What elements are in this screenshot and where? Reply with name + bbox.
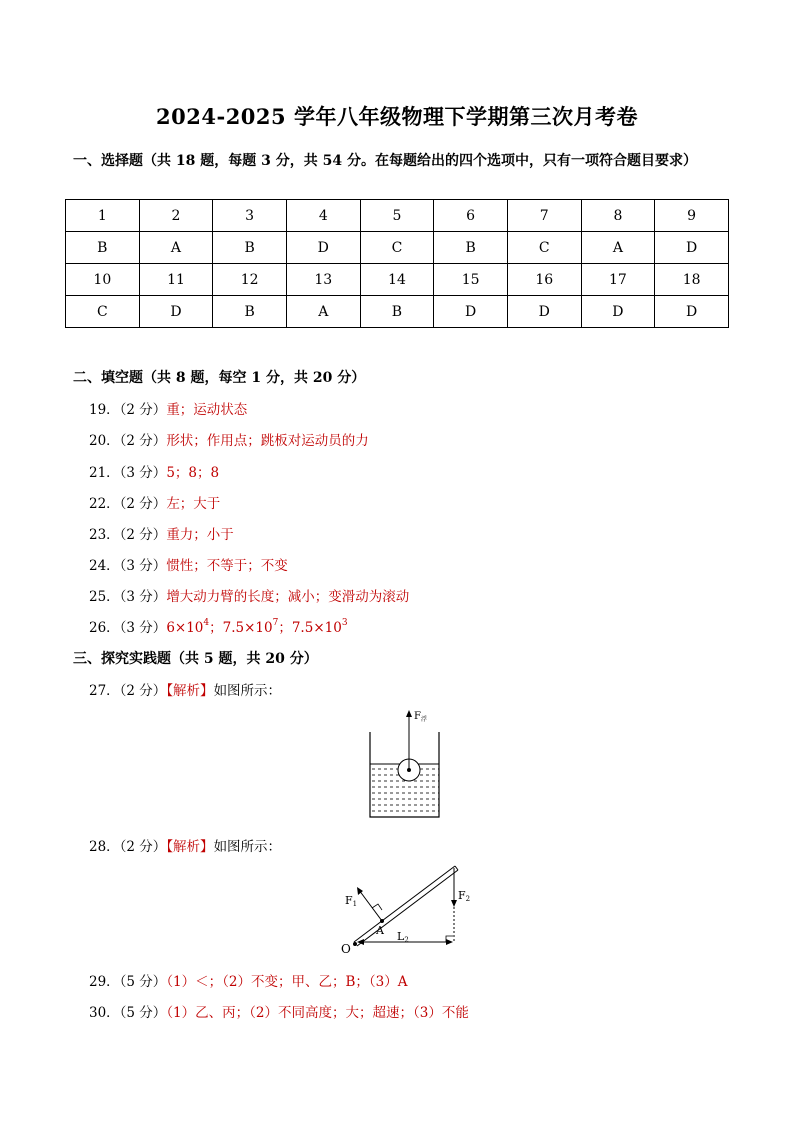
table-cell: 14 bbox=[360, 264, 434, 296]
item-answer: （1）＜；（2）不变；甲、乙；B；（3）A bbox=[166, 974, 408, 990]
buoyancy-figure bbox=[360, 706, 450, 822]
table-cell: 2 bbox=[139, 200, 213, 232]
answer-separator: ； bbox=[209, 620, 223, 636]
table-cell: C bbox=[66, 296, 140, 328]
table-cell: 18 bbox=[655, 264, 729, 296]
table-cell: D bbox=[655, 296, 729, 328]
item-number: 24．（3 分） bbox=[89, 558, 167, 574]
table-cell: D bbox=[286, 232, 360, 264]
item-number: 22．（2 分） bbox=[89, 496, 167, 512]
item-number: 23．（2 分） bbox=[89, 527, 167, 543]
table-cell: 15 bbox=[434, 264, 508, 296]
table-cell: B bbox=[66, 232, 140, 264]
table-cell: D bbox=[139, 296, 213, 328]
table-cell: 7 bbox=[507, 200, 581, 232]
table-cell: 17 bbox=[581, 264, 655, 296]
answer-exponent: 7 bbox=[272, 618, 279, 628]
answer-exponent: 3 bbox=[341, 618, 348, 628]
item-number: 30．（5 分） bbox=[89, 1005, 167, 1021]
answer-item-25 bbox=[89, 585, 409, 605]
table-row bbox=[66, 200, 729, 232]
item-text: 如图所示： bbox=[213, 683, 282, 699]
table-cell: D bbox=[581, 296, 655, 328]
item-number: 21．（3 分） bbox=[89, 465, 167, 481]
table-cell: B bbox=[360, 296, 434, 328]
answer-base: 7.5×10 bbox=[222, 620, 273, 636]
item-number: 25．（3 分） bbox=[89, 589, 167, 605]
table-cell: 12 bbox=[213, 264, 287, 296]
item-answer: 5；8；8 bbox=[166, 465, 220, 481]
table-row bbox=[66, 296, 729, 328]
table-row bbox=[66, 232, 729, 264]
answer-base: 6×10 bbox=[166, 620, 204, 636]
item-number: 28．（2 分） bbox=[89, 839, 167, 855]
o-label: O bbox=[341, 942, 351, 956]
item-text: 如图所示： bbox=[213, 839, 282, 855]
a-label: A bbox=[376, 924, 384, 937]
answer-item-20 bbox=[89, 429, 369, 449]
answer-item-24 bbox=[89, 554, 288, 574]
table-cell: 6 bbox=[434, 200, 508, 232]
answer-separator: ； bbox=[278, 620, 292, 636]
analysis-tag: 【解析】 bbox=[166, 839, 214, 855]
item-answer: 重力；小于 bbox=[166, 527, 234, 543]
item-answer: 惯性；不等于；不变 bbox=[166, 558, 288, 574]
item-answer: 形状；作用点；跳板对运动员的力 bbox=[166, 433, 369, 449]
arrowhead-icon bbox=[451, 900, 457, 907]
table-cell: 3 bbox=[213, 200, 287, 232]
arrowhead-icon bbox=[406, 710, 412, 717]
item-answer: 左；大于 bbox=[166, 496, 221, 512]
lever-figure bbox=[336, 860, 486, 960]
table-cell: C bbox=[507, 232, 581, 264]
f1-label: F1 bbox=[345, 894, 358, 908]
item-number: 26．（3 分） bbox=[89, 620, 167, 636]
table-cell: A bbox=[581, 232, 655, 264]
answer-item-26 bbox=[89, 616, 348, 636]
table-cell: B bbox=[213, 232, 287, 264]
table-cell: C bbox=[360, 232, 434, 264]
table-cell: B bbox=[213, 296, 287, 328]
answer-item-30 bbox=[89, 1001, 469, 1021]
answer-item-29 bbox=[89, 970, 408, 990]
answer-item-21 bbox=[89, 461, 219, 481]
table-cell: 1 bbox=[66, 200, 140, 232]
item-answer: 增大动力臂的长度；减小；变滑动为滚动 bbox=[166, 589, 410, 605]
section3-heading: 三、探究实践题（共 5 题，共 20 分） bbox=[73, 651, 318, 667]
answer-item-23 bbox=[89, 523, 234, 543]
table-cell: D bbox=[655, 232, 729, 264]
lever-end bbox=[455, 866, 458, 870]
section2-heading: 二、填空题（共 8 题，每空 1 分，共 20 分） bbox=[73, 370, 366, 386]
table-cell: 4 bbox=[286, 200, 360, 232]
arrowhead-icon bbox=[446, 939, 453, 945]
analysis-tag: 【解析】 bbox=[166, 683, 214, 699]
f2-label: F2 bbox=[458, 889, 471, 903]
answer-table bbox=[65, 199, 729, 328]
answer-item-28 bbox=[89, 835, 281, 855]
item-answer: （1）乙、丙；（2）不同高度；大；超速；（3）不能 bbox=[166, 1005, 469, 1021]
answer-item-22 bbox=[89, 492, 220, 512]
table-cell: 9 bbox=[655, 200, 729, 232]
table-cell: 5 bbox=[360, 200, 434, 232]
table-cell: 13 bbox=[286, 264, 360, 296]
l2-label: L2 bbox=[397, 930, 409, 944]
table-cell: 8 bbox=[581, 200, 655, 232]
answer-base: 7.5×10 bbox=[291, 620, 342, 636]
table-cell: 10 bbox=[66, 264, 140, 296]
table-cell: A bbox=[286, 296, 360, 328]
buoyancy-label: $F_浮$ bbox=[414, 711, 427, 723]
item-answer: 重；运动状态 bbox=[166, 402, 248, 418]
arrowhead-icon bbox=[357, 939, 364, 945]
table-cell: 16 bbox=[507, 264, 581, 296]
answer-exponent: 4 bbox=[203, 618, 210, 628]
answer-item-27 bbox=[89, 679, 281, 699]
item-number: 29．（5 分） bbox=[89, 974, 167, 990]
table-cell: 11 bbox=[139, 264, 213, 296]
item-number: 20．（2 分） bbox=[89, 433, 167, 449]
section1-heading: 一、选择题（共 18 题，每题 3 分，共 54 分。在每题给出的四个选项中，只有一项符合题目要求） bbox=[73, 153, 697, 169]
answer-item-19 bbox=[89, 398, 247, 418]
table-cell: B bbox=[434, 232, 508, 264]
table-row bbox=[66, 264, 729, 296]
table-cell: D bbox=[507, 296, 581, 328]
item-number: 19．（2 分） bbox=[89, 402, 167, 418]
table-cell: D bbox=[434, 296, 508, 328]
item-number: 27．（2 分） bbox=[89, 683, 167, 699]
pivot-point bbox=[353, 942, 357, 946]
table-cell: A bbox=[139, 232, 213, 264]
page-title: 2024-2025 学年八年级物理下学期第三次月考卷 bbox=[156, 104, 638, 129]
item-answer bbox=[166, 620, 347, 636]
